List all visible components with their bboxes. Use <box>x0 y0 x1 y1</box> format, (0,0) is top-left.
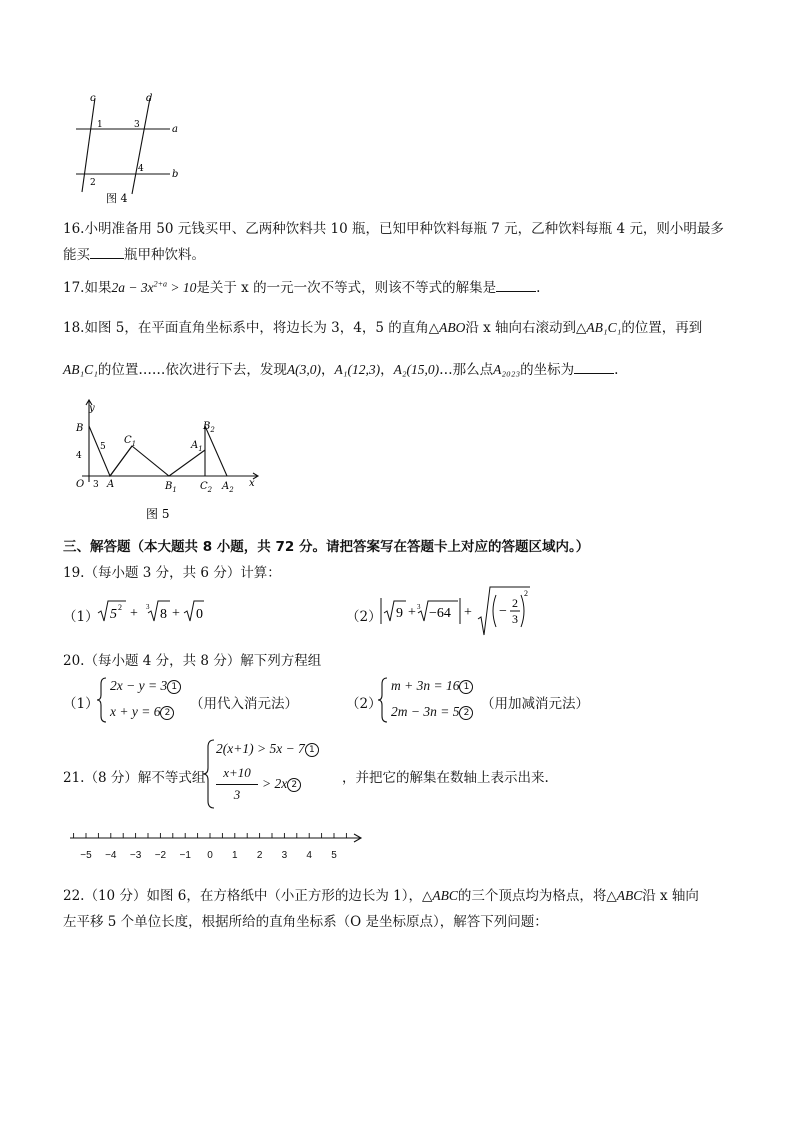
svg-text:+: + <box>172 606 180 621</box>
q22-l1-pre: 22.（10 分）如图 6，在方格纸中（小正方形的边长为 1）， <box>63 888 422 904</box>
svg-text:−64: −64 <box>429 606 451 621</box>
circled-1: 1 <box>459 680 473 694</box>
q18-tri-abo: △ABO <box>428 320 466 335</box>
fig5-x-label: x <box>249 478 255 489</box>
q17-answer-blank <box>496 279 536 292</box>
svg-text:3: 3 <box>417 603 421 611</box>
q22-line2: 左平移 5 个单位长度，根据所给的直角坐标系（O 是坐标原点），解答下列问题： <box>63 914 548 930</box>
circled-2: 2 <box>459 706 473 720</box>
q20-part1-label: （1） <box>63 696 99 712</box>
q20-part1-eq2: x + y = 6 2 <box>110 704 174 720</box>
q21-fraction-bar <box>216 784 258 785</box>
angle-4-label: 4 <box>138 164 144 174</box>
number-line-label: −3 <box>129 850 142 861</box>
q16-pre: 能买 <box>63 247 90 263</box>
q18-answer-blank <box>574 361 614 374</box>
figure-4-caption: 图 4 <box>106 192 128 205</box>
number-line <box>68 824 368 866</box>
svg-text:+: + <box>408 605 416 620</box>
number-line-label: 2 <box>256 850 263 861</box>
q20-part2-eq2: 2m − 3n = 5 2 <box>391 704 473 720</box>
number-line-label: 0 <box>207 850 213 861</box>
svg-text:2: 2 <box>118 603 122 612</box>
q22-l1-post: 沿 x 轴向 <box>642 888 699 904</box>
q21-eq2-rhs: > 2x 2 <box>262 776 301 792</box>
circled-1: 1 <box>305 743 319 757</box>
figure-5-caption: 图 5 <box>146 507 170 521</box>
number-line-label: −1 <box>179 850 191 861</box>
fig5-b2-label: $B_2$ <box>203 421 215 434</box>
q17-expr-a: 2a − 3x <box>111 280 154 295</box>
q22-tri-abc-2: △ABC <box>606 888 643 903</box>
q18-l2-e: . <box>614 362 619 378</box>
section-3-heading: 三、解答题（本大题共 8 小题，共 72 分。请把答案写在答题卡上对应的答题区域内。） <box>63 539 590 555</box>
line-d-label: d <box>146 93 153 104</box>
circled-2: 2 <box>287 778 301 792</box>
q16-answer-blank <box>90 246 124 259</box>
svg-text:5: 5 <box>110 607 117 622</box>
number-line-label: −4 <box>105 850 117 861</box>
q18-tri-ab1c1: △AB₁C₁ <box>576 320 622 335</box>
number-line-label: −2 <box>154 850 167 861</box>
number-line-label: −5 <box>80 850 92 861</box>
q19-title: 19.（每小题 3 分，共 6 分）计算： <box>63 565 281 581</box>
q19-part2-label: （2） <box>346 609 382 625</box>
q21-pre: 21.（8 分）解不等式组 <box>63 770 206 786</box>
q20-part1-brace <box>96 676 108 724</box>
q17-post: . <box>536 280 541 296</box>
q22-l1-mid: 的三个顶点均为格点，将 <box>457 888 607 904</box>
number-line-label: 3 <box>281 850 288 861</box>
q18-l2-d: 的坐标为 <box>520 362 575 378</box>
svg-text:8: 8 <box>160 607 167 622</box>
q18-point-a2: A₂(15,0) <box>393 362 440 377</box>
q20-title: 20.（每小题 4 分，共 8 分）解下列方程组 <box>63 653 322 669</box>
q18-l1-mid: 沿 x 轴向右滚动到 <box>465 320 577 336</box>
q21-eq2-denominator: 3 <box>233 787 241 802</box>
fig5-c2-label: $C_2$ <box>200 481 213 494</box>
q18-point-a2023: A₂₀₂₃ <box>493 362 521 377</box>
fig5-y-label: y <box>89 403 95 414</box>
fig5-a-label: A <box>107 479 115 490</box>
svg-text:+: + <box>130 606 138 621</box>
q18-l1-post: 的位置，再到 <box>621 320 703 336</box>
q20-part2-label: （2） <box>346 696 382 712</box>
circled-1: 1 <box>167 680 181 694</box>
fig5-origin-label: O <box>76 479 85 490</box>
q17 <box>63 276 540 296</box>
svg-text:2: 2 <box>512 596 518 610</box>
q20-part1-note: （用代入消元法） <box>190 696 298 712</box>
svg-text:3: 3 <box>512 612 518 626</box>
fig5-side-5: 5 <box>100 442 106 452</box>
svg-text:−: − <box>499 604 507 619</box>
q21-eq1: 2(x+1) > 5x − 7 1 <box>216 741 319 757</box>
q19-part2-expression <box>378 585 534 637</box>
fig5-b1-label: $B_1$ <box>165 481 177 494</box>
q20-part1-eq1: 2x − y = 3 1 <box>110 678 181 694</box>
q17-mid: 是关于 x 的一元一次不等式，则该不等式的解集是 <box>196 280 497 296</box>
fig5-a2-label: $A_2$ <box>222 481 234 494</box>
fig5-side-4: 4 <box>76 451 82 461</box>
svg-text:0: 0 <box>196 607 203 622</box>
number-line-label: 1 <box>232 850 238 861</box>
q22-line1 <box>63 884 699 904</box>
q19-part1-expression <box>96 596 206 626</box>
fig5-b-label: B <box>76 423 84 434</box>
q21-eq2-numerator: x+10 <box>223 765 251 780</box>
q22-tri-abc: △ABC <box>421 888 458 903</box>
svg-text:+: + <box>464 605 472 620</box>
line-a-label: a <box>172 124 178 135</box>
q18-point-a: A(3,0) <box>286 362 322 377</box>
fig5-c1-label: $C_1$ <box>124 435 137 448</box>
q20-part2-brace <box>377 676 389 724</box>
q20-part2-note: （用加减消元法） <box>481 696 589 712</box>
line-b-label: b <box>172 169 179 180</box>
q21-brace <box>202 738 216 810</box>
q17-expr-b: > 10 <box>167 280 197 295</box>
svg-text:3: 3 <box>146 603 150 611</box>
q18-line1 <box>63 316 702 336</box>
q18-l1-pre: 18.如图 5，在平面直角坐标系中，将边长为 3，4，5 的直角 <box>63 320 429 336</box>
q19-part1-label: （1） <box>63 609 99 625</box>
angle-3-label: 3 <box>134 120 140 130</box>
q21-post: ，并把它的解集在数轴上表示出来. <box>342 770 549 786</box>
fig5-side-3: 3 <box>93 480 99 490</box>
q18-line2: AB₁C₁的位置……依次进行下去，发现A(3,0)，A₁(12,3)，A₂(15,0)…那么点A₂₀₂₃的坐标为 . <box>63 362 619 378</box>
line-c-label: c <box>90 93 96 104</box>
q17-pre: 17.如果 <box>63 280 112 296</box>
number-line-label: 4 <box>306 850 312 861</box>
svg-text:2: 2 <box>524 589 528 598</box>
q18-ab1c1: AB₁C₁ <box>63 362 98 377</box>
q16-post: 瓶甲种饮料。 <box>124 247 205 263</box>
q18-l2-b: 的位置……依次进行下去，发现 <box>97 362 287 378</box>
angle-2-label: 2 <box>90 178 96 188</box>
q18-point-a1: A₁(12,3) <box>334 362 381 377</box>
circled-2: 2 <box>160 706 174 720</box>
number-line-label: 5 <box>331 850 337 861</box>
fig5-a1-label: $A_1$ <box>191 440 203 453</box>
q20-part2-eq1: m + 3n = 16 1 <box>391 678 473 694</box>
q17-exponent: 2+a <box>153 279 167 289</box>
figure-4 <box>66 88 190 210</box>
q16-line2 <box>63 243 205 263</box>
angle-1-label: 1 <box>97 120 103 130</box>
svg-text:9: 9 <box>396 606 403 621</box>
q16-line1: 16.小明准备用 50 元钱买甲、乙两种饮料共 10 瓶，已知甲种饮料每瓶 7 元，乙种饮料每瓶 4 元，则小明最多 <box>63 221 724 237</box>
q18-l2-c: …那么点 <box>439 362 494 378</box>
figure-5 <box>70 396 266 524</box>
